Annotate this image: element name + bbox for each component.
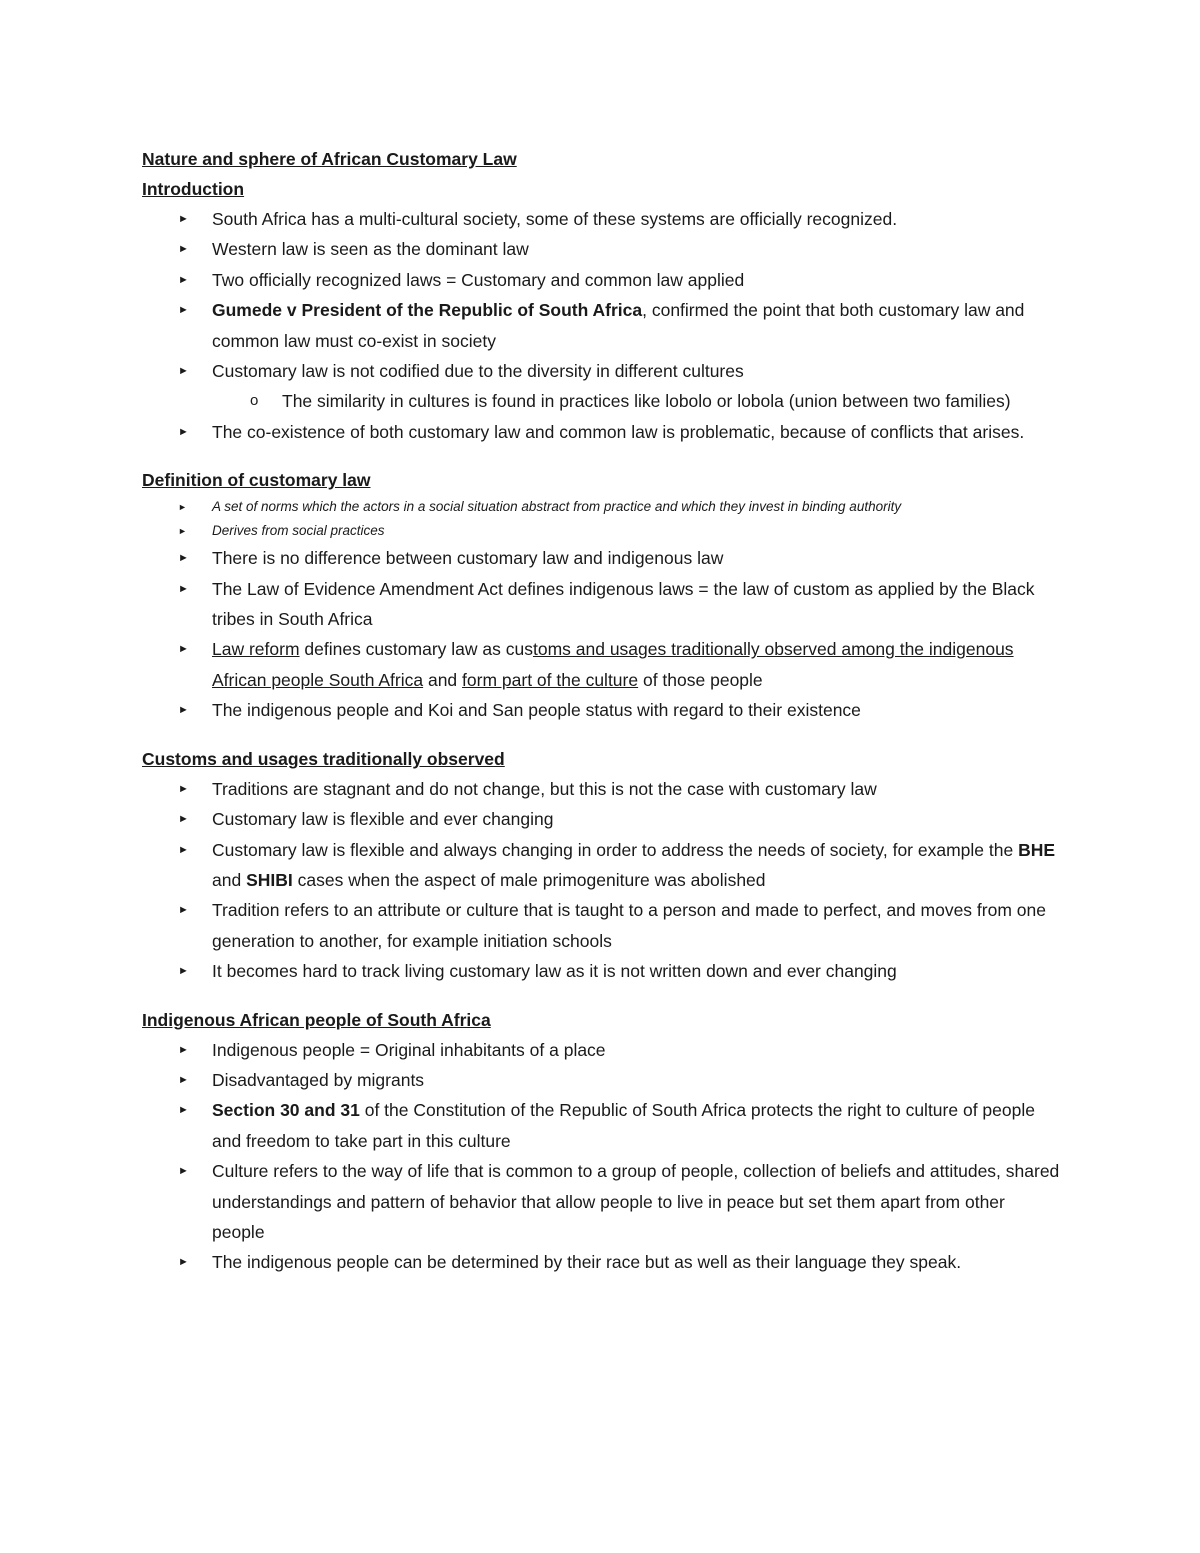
list-item-text: South Africa has a multi-cultural society, some of these systems are officially recognized. [212,209,898,229]
case-name: BHE [1018,839,1056,860]
circle-bullet-icon: o [250,392,259,410]
list-item [142,574,1062,635]
sub-list-item [212,386,1062,416]
bullet-list [142,774,1062,987]
bullet-icon: ► [178,1104,189,1117]
list-item [142,1095,1062,1156]
underlined-text: toms and usages traditionally observed among the indigenous African people South Africa [212,639,1014,690]
statute-reference: Section 30 and 31 [212,1100,360,1121]
underlined-text: Law reform [212,639,300,660]
list-item-text: cases when the aspect of male primogeniture was abolished [292,869,766,890]
document-title: Nature and sphere of African Customary Law [142,149,517,169]
list-item-text: It becomes hard to track living customary law as it is not written down and ever changing [212,961,897,982]
list-item-text: and [212,869,247,890]
bullet-icon: ► [178,1043,189,1056]
bullet-icon: ► [178,813,189,826]
list-item [142,204,1062,234]
list-item-text: The similarity in cultures is found in practices like lobolo or lobola (union between two families) [282,391,1011,412]
list-item-text: , confirmed the point that both customary law and common law must co-exist in society [212,300,1025,351]
list-item-text: The co-existence of both customary law and common law is problematic, because of conflicts that arises. [212,421,1025,442]
bullet-icon: ► [178,552,189,565]
bullet-icon: ► [178,643,189,656]
list-item-text: Tradition refers to an attribute or culture that is taught to a person and made to perfect, and moves from one generation to another, for example initiation schools [212,900,1046,951]
section-indigenous [142,1005,1062,1278]
bullet-icon: ► [178,843,189,856]
bullet-icon: ► [178,582,189,595]
list-item [142,356,1062,417]
list-item-text: A set of norms which the actors in a social situation abstract from practice and which they invest in binding authority [212,499,902,515]
bullet-icon: ► [178,304,189,317]
bullet-icon: ► [178,1073,189,1086]
list-item [142,543,1062,573]
list-item [142,495,1062,519]
list-item-text: Derives from social practices [212,523,385,539]
list-item [142,835,1062,896]
list-item [142,1065,1062,1095]
list-item [142,774,1062,804]
bullet-icon: ► [178,526,187,537]
bullet-icon: ► [178,1256,189,1269]
list-item-text: of the Constitution of the Republic of South Africa protects the right to culture of people and freedom to take part in this culture [212,1100,1035,1151]
list-item-text: Two officially recognized laws = Customary and common law applied [212,269,745,290]
list-item [142,295,1062,356]
section-heading-definition: Definition of customary law [142,470,371,491]
section-introduction [142,174,1062,447]
sub-list [212,386,1062,416]
list-item-text: There is no difference between customary law and indigenous law [212,548,724,569]
bullet-icon: ► [178,782,189,795]
bullet-list [142,204,1062,447]
bullet-list [142,1035,1062,1278]
case-name: Gumede v President of the Republic of South Africa [212,300,643,321]
list-item [142,1035,1062,1065]
section-heading-introduction: Introduction [142,179,245,199]
list-item-text: Customary law is not codified due to the diversity in different cultures [212,361,744,382]
list-item [142,956,1062,986]
section-heading-indigenous: Indigenous African people of South Africa [142,1009,491,1030]
list-item-text: Customary law is flexible and always changing in order to address the needs of society, for example the [212,839,1019,860]
case-name: SHIBI [246,869,293,890]
list-item-text: defines customary law as cus [299,639,533,660]
bullet-icon: ► [178,213,189,225]
bullet-icon: ► [178,365,189,378]
list-item [142,265,1062,295]
list-item-text: Customary law is flexible and ever changing [212,809,554,830]
list-item [142,234,1062,264]
list-item-text: Western law is seen as the dominant law [212,239,529,260]
bullet-icon: ► [178,425,189,438]
list-item [142,519,1062,543]
list-item [142,1156,1062,1247]
list-item-text: Indigenous people = Original inhabitants of a place [212,1039,606,1060]
bullet-icon: ► [178,965,189,978]
document-page [142,144,1062,1278]
list-item-text: The indigenous people and Koi and San people status with regard to their existence [212,700,861,721]
list-item [142,417,1062,447]
list-item-text: The Law of Evidence Amendment Act defines indigenous laws = the law of custom as applied by the Black tribes in South Africa [212,578,1035,630]
list-item [142,634,1062,695]
list-item [142,1247,1062,1277]
bullet-list [142,495,1062,725]
list-item-text: of those people [638,669,763,690]
list-item [142,695,1062,725]
section-customs [142,744,1062,987]
list-item [142,895,1062,956]
list-item [142,804,1062,834]
bullet-icon: ► [178,502,187,513]
section-definition [142,465,1062,725]
bullet-icon: ► [178,904,189,917]
section-heading-customs: Customs and usages traditionally observed [142,748,505,769]
bullet-icon: ► [178,1165,189,1178]
list-item-text: and [423,669,463,690]
bullet-icon: ► [178,704,189,717]
list-item-text: The indigenous people can be determined by their race but as well as their language they speak. [212,1252,962,1273]
list-item-text: Traditions are stagnant and do not change, but this is not the case with customary law [212,778,877,799]
bullet-icon: ► [178,243,189,256]
bullet-icon: ► [178,273,189,286]
underlined-text: form part of the culture [462,669,639,690]
list-item-text: Disadvantaged by migrants [212,1069,425,1090]
list-item-text: Culture refers to the way of life that is common to a group of people, collection of beliefs and attitudes, shared understandings and pattern of behavior that allow people to live in peace but set them apart from other people [212,1161,1060,1242]
